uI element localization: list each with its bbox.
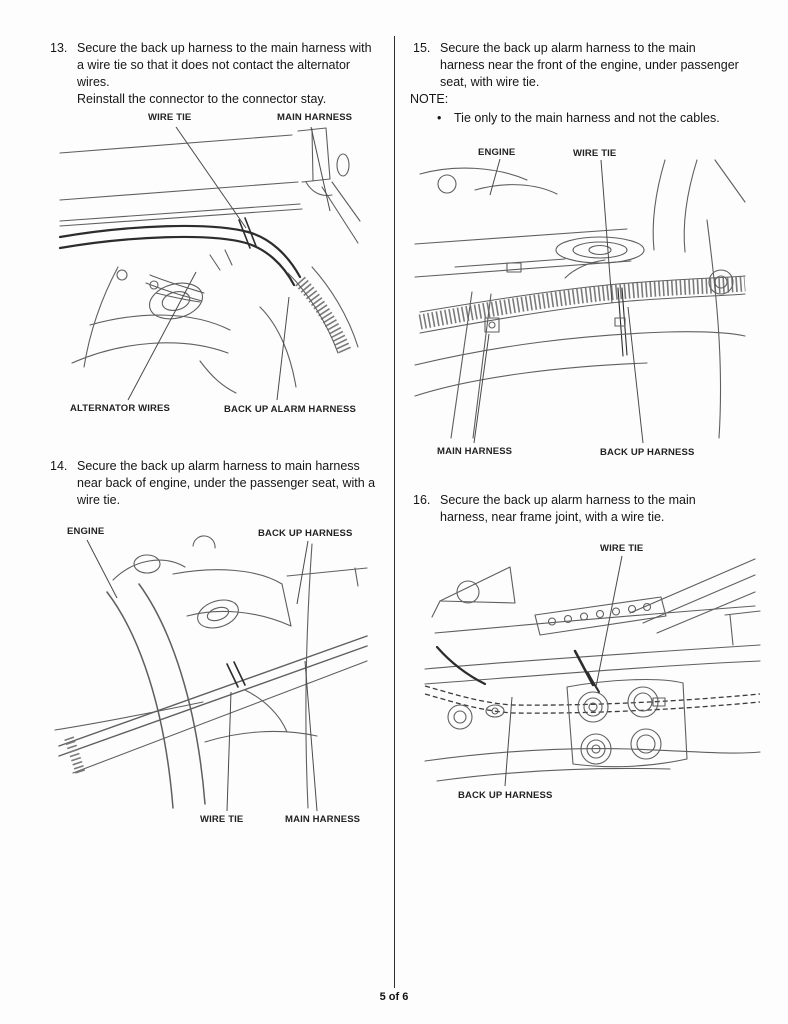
figure-16-diagram [425, 559, 760, 781]
main-harness-line [55, 636, 367, 773]
fig13-back-up-alarm-harness-label: BACK UP ALARM HARNESS [224, 404, 356, 415]
step-15-line: harness near the front of the engine, under passenger [440, 58, 739, 72]
step-14-line: Secure the back up alarm harness to main harness [77, 459, 360, 473]
step-15 [413, 40, 739, 91]
fig16-wire-tie-label: WIRE TIE [600, 543, 644, 554]
main-harness-corrugated-tube [420, 276, 745, 333]
step-16 [413, 492, 696, 526]
step-13-line: Reinstall the connector to the connector stay. [77, 92, 327, 106]
back-up-harness-dashed-line [425, 686, 760, 713]
wire-tie-marker [615, 288, 627, 356]
alternator-detail [146, 275, 207, 324]
frame-joint-bolts [567, 680, 687, 767]
fig14-engine-label: ENGINE [67, 526, 105, 537]
wire-tie-marker [575, 651, 599, 692]
fig13-main-harness-label: MAIN HARNESS [277, 112, 353, 123]
note-bullet [437, 111, 720, 125]
step-15-line: seat, with wire tie. [440, 75, 540, 89]
fig14-back-up-harness-label: BACK UP HARNESS [258, 528, 353, 539]
wire-tie-marker [239, 218, 256, 248]
bullet-marker: • [437, 111, 442, 125]
large-hose [107, 584, 205, 808]
step-13-number: 13. [50, 41, 68, 55]
perforated-plate [535, 597, 666, 635]
column-divider [394, 36, 395, 988]
step-14-line: near back of engine, under the passenger seat, with a [77, 476, 376, 490]
step-14 [50, 458, 375, 509]
step-16-number: 16. [413, 493, 431, 507]
back-up-alarm-harness-tube [288, 267, 358, 353]
note-bullet-text: Tie only to the main harness and not the cables. [454, 111, 720, 125]
fig15-main-harness-label: MAIN HARNESS [437, 446, 513, 457]
note-heading: NOTE: [410, 92, 449, 106]
fig13-wire-tie-label: WIRE TIE [148, 112, 192, 123]
fig15-back-up-harness-label: BACK UP HARNESS [600, 447, 695, 458]
step-13-line: wires. [77, 75, 110, 89]
main-harness-line [60, 226, 300, 285]
fig13-alternator-wires-label: ALTERNATOR WIRES [70, 403, 171, 414]
fig14-wire-tie-label: WIRE TIE [200, 814, 244, 825]
fig15-wire-tie-label: WIRE TIE [573, 148, 617, 159]
step-16-line: Secure the back up alarm harness to the main [440, 493, 696, 507]
figure-15-diagram [415, 160, 745, 438]
wire-tie-marker [227, 662, 245, 687]
fig15-engine-label: ENGINE [478, 147, 516, 158]
step-13 [50, 40, 372, 108]
step-13-line: Secure the back up harness to the main harness with [77, 41, 372, 55]
figure-14-diagram [55, 536, 367, 808]
step-15-number: 15. [413, 41, 431, 55]
step-13-line: a wire tie so that it does not contact the alternator [77, 58, 351, 72]
step-14-line: wire tie. [77, 493, 121, 507]
step-16-line: harness, near frame joint, with a wire tie. [440, 510, 665, 524]
figure-13-diagram [60, 128, 360, 393]
step-15-line: Secure the back up alarm harness to the main [440, 41, 696, 55]
step-14-number: 14. [50, 459, 68, 473]
fig16-back-up-harness-label: BACK UP HARNESS [458, 790, 553, 801]
fig14-main-harness-label: MAIN HARNESS [285, 814, 361, 825]
page-number: 5 of 6 [379, 991, 409, 1003]
